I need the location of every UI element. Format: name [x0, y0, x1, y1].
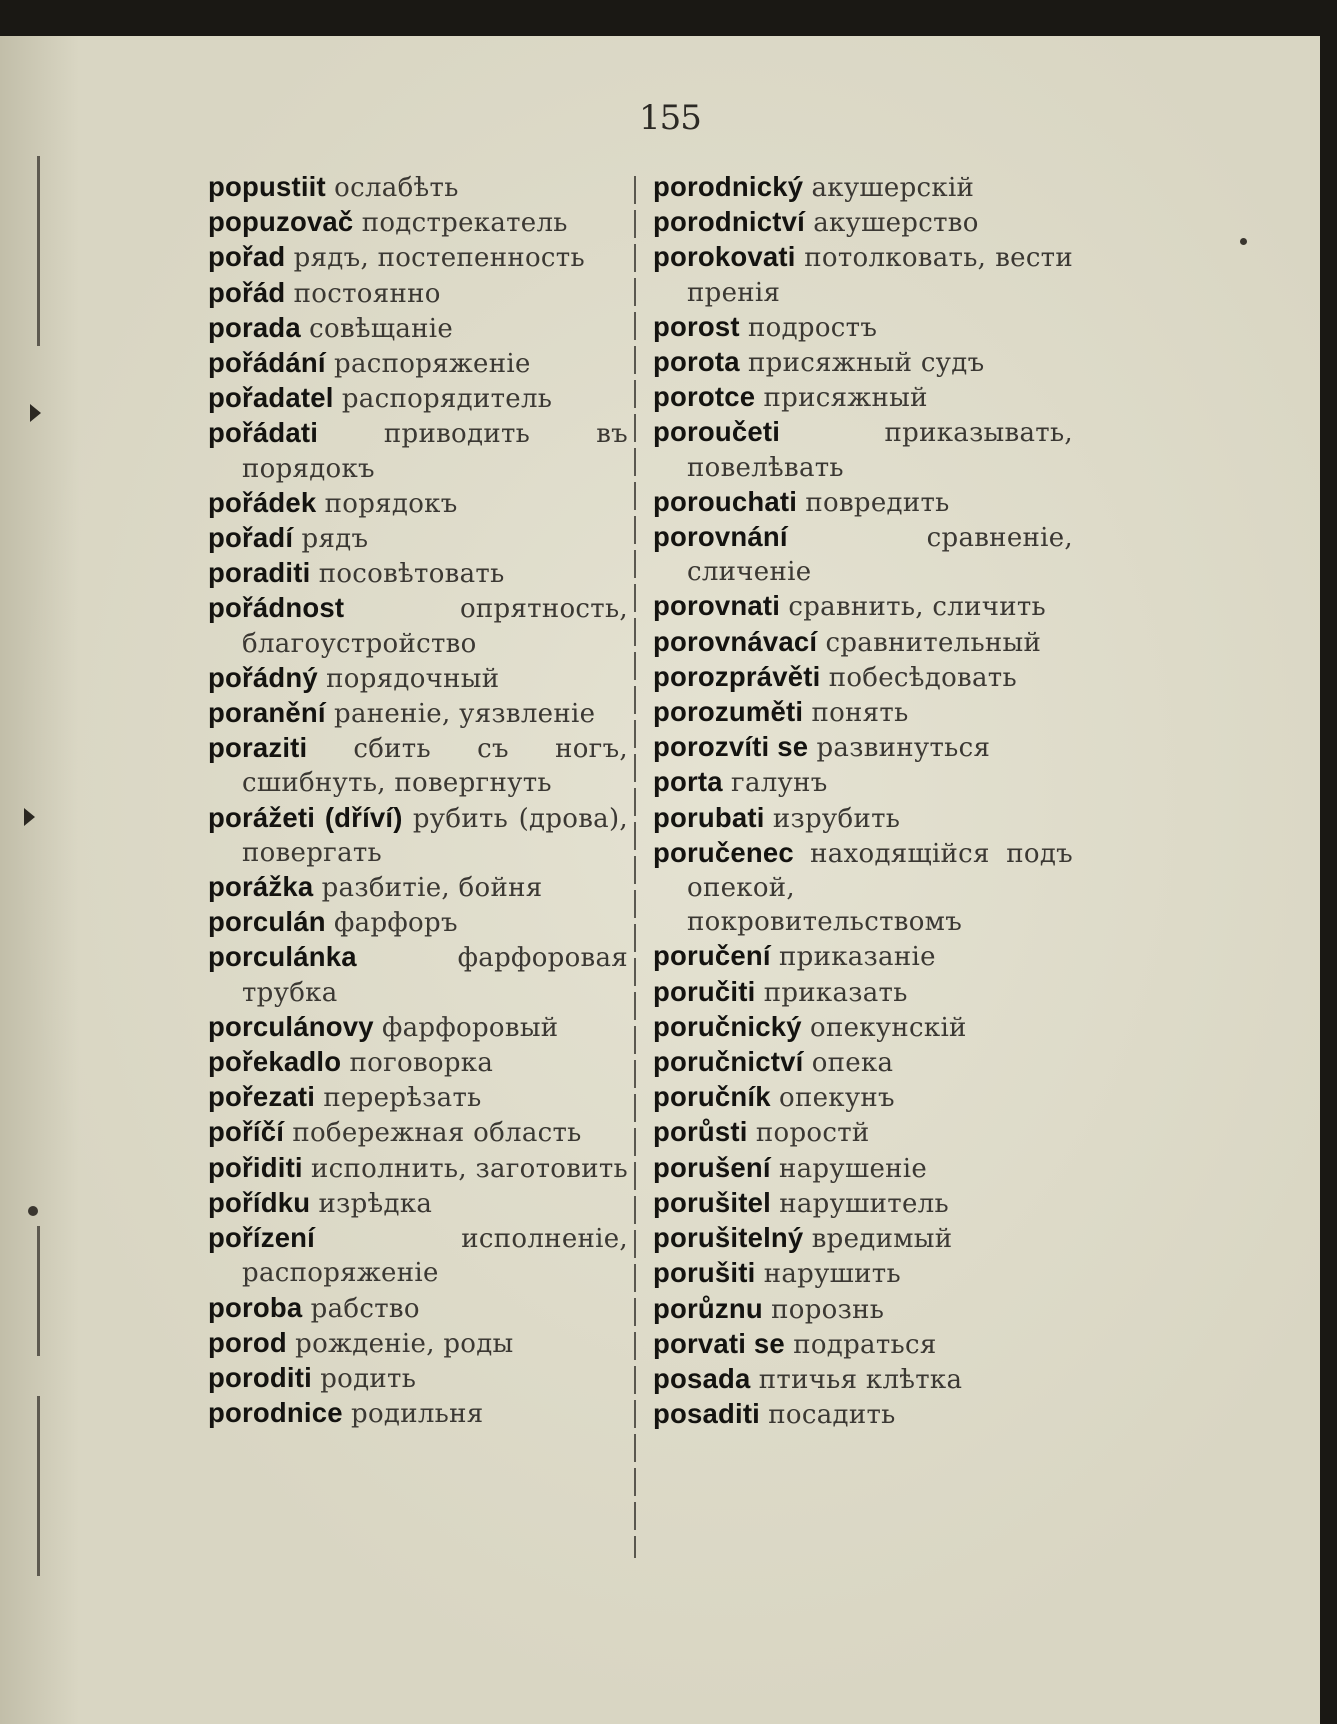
dictionary-entry: [653, 345, 1073, 380]
entry-translation: повредить: [805, 487, 950, 518]
entry-translation: опрятность, благоустройство: [242, 594, 628, 659]
entry-translation: нарушитель: [779, 1188, 949, 1219]
entry-translation: рубить (дрова), повергать: [242, 803, 628, 868]
entry-translation: развинуться: [816, 733, 991, 764]
entry-translation: посовѣтовать: [318, 559, 505, 590]
dictionary-entry: [653, 1010, 1073, 1045]
dictionary-entry: [208, 1361, 628, 1396]
dictionary-entry: [208, 1396, 628, 1431]
entry-headword: porozvíti se: [653, 731, 809, 763]
entry-translation: рядъ, постепенность: [293, 243, 585, 274]
entry-headword: poroditi: [208, 1361, 312, 1393]
entry-translation: порядокъ: [324, 488, 458, 519]
entry-headword: porodnice: [208, 1397, 343, 1429]
dictionary-entry: [208, 381, 628, 416]
entry-translation: перерѣзать: [323, 1083, 482, 1114]
entry-headword: porážka: [208, 871, 314, 903]
dictionary-entry: [208, 240, 628, 275]
entry-headword: pořádnost: [208, 592, 345, 624]
entry-translation: приводить въ порядокъ: [242, 419, 628, 484]
entry-headword: pořiditi: [208, 1151, 303, 1183]
entry-headword: porculánovy: [208, 1010, 374, 1042]
dictionary-entry: [208, 556, 628, 591]
dictionary-entry: [653, 625, 1073, 660]
entry-headword: pořadí: [208, 522, 294, 554]
entry-translation: птичья клѣтка: [758, 1364, 963, 1395]
entry-headword: porušitelný: [653, 1222, 804, 1254]
entry-translation: присяжный судъ: [748, 348, 985, 379]
margin-rule: [37, 156, 40, 346]
entry-headword: posada: [653, 1362, 751, 1394]
entry-translation: акушерство: [813, 208, 979, 239]
dictionary-entry: [208, 416, 628, 485]
entry-headword: porodnický: [653, 171, 804, 202]
margin-mark-icon: [24, 808, 35, 826]
entry-translation: распорядитель: [341, 384, 553, 415]
dictionary-entry: [653, 836, 1073, 940]
entry-headword: porovnání: [653, 521, 788, 553]
dictionary-entry: [208, 486, 628, 521]
dictionary-entry: [208, 205, 628, 240]
dictionary-entry: [208, 1186, 628, 1221]
dictionary-entry: [208, 1326, 628, 1361]
dictionary-entry: [208, 1045, 628, 1080]
dictionary-entry: [653, 205, 1073, 240]
entry-translation: порознь: [771, 1294, 885, 1325]
right-column: [653, 170, 1073, 1432]
dictionary-entry: [653, 939, 1073, 974]
dictionary-entry: [208, 1115, 628, 1150]
entry-translation: сравнительный: [825, 627, 1042, 658]
dictionary-entry: [653, 1045, 1073, 1080]
entry-headword: porod: [208, 1326, 287, 1358]
dictionary-entry: [653, 485, 1073, 520]
dictionary-entry: [653, 415, 1073, 484]
dictionary-entry: [653, 801, 1073, 836]
dictionary-entry: [653, 765, 1073, 800]
entry-translation: совѣщаніе: [309, 313, 454, 344]
entry-headword: porušitel: [653, 1186, 771, 1218]
dictionary-entry: [653, 1186, 1073, 1221]
entry-translation: постоянно: [293, 278, 441, 309]
entry-translation: разбитіе, бойня: [321, 873, 543, 904]
dictionary-entry: [208, 731, 628, 800]
entry-headword: porotce: [653, 381, 756, 413]
left-column: [208, 170, 628, 1431]
entry-translation: галунъ: [731, 768, 828, 799]
entry-headword: pořízení: [208, 1222, 316, 1254]
entry-headword: poroba: [208, 1291, 303, 1323]
dictionary-entry: [208, 1080, 628, 1115]
entry-headword: poříčí: [208, 1116, 285, 1148]
entry-translation: распоряженіе: [334, 349, 531, 380]
dictionary-entry: [653, 975, 1073, 1010]
entry-headword: porušiti: [653, 1257, 756, 1289]
entry-headword: porozuměti: [653, 696, 804, 728]
entry-headword: pořádání: [208, 347, 326, 379]
entry-headword: poručnický: [653, 1010, 802, 1042]
entry-headword: porouchati: [653, 485, 798, 517]
entry-translation: исполнить, заготовить: [311, 1153, 628, 1184]
entry-translation: посадить: [768, 1400, 896, 1431]
dictionary-entry: [653, 1221, 1073, 1256]
entry-headword: pořád: [208, 276, 286, 308]
entry-headword: popustiit: [208, 171, 326, 202]
entry-headword: porculán: [208, 906, 326, 938]
entry-headword: porodnictví: [653, 206, 805, 238]
entry-translation: фарфоровый: [381, 1012, 559, 1043]
entry-translation: изрубить: [772, 803, 901, 834]
entry-headword: porůsti: [653, 1116, 748, 1148]
dictionary-entry: [208, 940, 628, 1009]
entry-translation: поговорка: [349, 1048, 494, 1079]
dictionary-entry: [653, 310, 1073, 345]
dictionary-entry: [653, 1256, 1073, 1291]
entry-translation: потолковать, вести пренія: [687, 243, 1073, 308]
dictionary-entry: [208, 521, 628, 556]
dictionary-entry: [653, 1115, 1073, 1150]
margin-mark-icon: [30, 404, 41, 422]
dictionary-entry: [653, 1151, 1073, 1186]
entry-headword: porvati se: [653, 1327, 785, 1359]
entry-headword: pořadatel: [208, 382, 334, 414]
entry-translation: приказаніе: [779, 942, 936, 973]
entry-translation: сбить съ ногъ, сшибнуть, повергнуть: [242, 734, 628, 799]
entry-translation: порядочный: [326, 663, 500, 694]
entry-headword: poručník: [653, 1081, 771, 1113]
entry-translation: приказать: [763, 977, 908, 1008]
entry-headword: pořádek: [208, 486, 317, 518]
entry-headword: porovnati: [653, 590, 781, 622]
entry-headword: porážeti (dříví): [208, 801, 403, 833]
entry-headword: porušení: [653, 1151, 771, 1183]
entry-headword: porovnávací: [653, 625, 818, 657]
entry-translation: поростй: [755, 1118, 870, 1149]
dictionary-entry: [653, 380, 1073, 415]
dictionary-entry: [208, 1010, 628, 1045]
dictionary-entry: [208, 1151, 628, 1186]
entry-translation: находящійся подъ опекой, покровительствомъ: [687, 838, 1074, 938]
dictionary-entry: [653, 1327, 1073, 1362]
entry-translation: понять: [811, 698, 909, 729]
entry-headword: poručenec: [653, 836, 794, 868]
entry-translation: акушерскій: [811, 173, 975, 203]
entry-translation: вредимый: [811, 1224, 953, 1255]
column-divider: [634, 176, 636, 1558]
entry-translation: подраться: [793, 1329, 937, 1360]
dictionary-entry: [653, 1397, 1073, 1432]
dictionary-entry: [653, 1362, 1073, 1397]
entry-headword: porta: [653, 766, 723, 798]
entry-translation: опека: [811, 1048, 894, 1079]
margin-rule: [37, 1226, 40, 1356]
entry-headword: posaditi: [653, 1398, 761, 1430]
dictionary-entry: [653, 730, 1073, 765]
entry-headword: pořádný: [208, 661, 318, 693]
dictionary-entry: [208, 346, 628, 381]
entry-headword: popuzovač: [208, 206, 354, 238]
entry-translation: приказывать, повелѣвать: [687, 418, 1073, 483]
entry-headword: pořekadlo: [208, 1046, 342, 1078]
entry-translation: изрѣдка: [318, 1188, 433, 1219]
dictionary-entry: [208, 661, 628, 696]
dictionary-entry: [653, 520, 1073, 589]
dictionary-entry: [208, 905, 628, 940]
entry-translation: родить: [320, 1363, 417, 1394]
entry-headword: porozprávěti: [653, 660, 821, 692]
entry-headword: porculánka: [208, 941, 357, 973]
dictionary-page: [0, 36, 1320, 1724]
entry-headword: porota: [653, 346, 740, 378]
entry-translation: рабство: [310, 1293, 420, 1324]
entry-headword: poručnictví: [653, 1046, 804, 1078]
dictionary-entry: [208, 591, 628, 660]
page-number: 155: [639, 98, 701, 138]
entry-headword: poraziti: [208, 732, 308, 764]
entry-headword: poranění: [208, 697, 326, 729]
entry-headword: pořídku: [208, 1186, 311, 1218]
entry-translation: сравнить, сличить: [788, 592, 1046, 623]
dictionary-entry: [653, 1292, 1073, 1327]
entry-translation: исполненіе, распоряженіе: [242, 1224, 628, 1289]
entry-translation: побережная область: [292, 1118, 582, 1149]
entry-translation: раненіе, уязвленіе: [334, 699, 596, 730]
entry-headword: poručiti: [653, 975, 756, 1007]
dictionary-entry: [208, 1221, 628, 1290]
dictionary-entry: [208, 311, 628, 346]
entry-headword: porůznu: [653, 1292, 763, 1324]
entry-headword: porubati: [653, 801, 765, 833]
entry-headword: pořádati: [208, 417, 319, 449]
entry-translation: нарушить: [763, 1259, 901, 1290]
dictionary-entry: [208, 1291, 628, 1326]
entry-translation: подростъ: [748, 312, 878, 343]
entry-headword: pořad: [208, 241, 286, 273]
entry-translation: присяжный: [763, 383, 928, 414]
speck-dot: [28, 1206, 38, 1216]
dictionary-entry: [208, 170, 628, 205]
dictionary-entry: [208, 870, 628, 905]
entry-headword: porokovati: [653, 241, 796, 273]
entry-headword: poručení: [653, 940, 771, 972]
entry-translation: рожденіе, роды: [295, 1328, 514, 1359]
entry-translation: побесѣдовать: [828, 662, 1017, 693]
dictionary-entry: [653, 660, 1073, 695]
speck-dot: [1240, 238, 1247, 245]
entry-headword: porost: [653, 310, 740, 342]
margin-rule: [37, 1396, 40, 1576]
entry-headword: pořezati: [208, 1081, 316, 1113]
dictionary-entry: [653, 1080, 1073, 1115]
entry-translation: подстрекатель: [361, 208, 568, 239]
entry-headword: porada: [208, 311, 301, 343]
entry-translation: ослабѣть: [334, 173, 459, 203]
dictionary-entry: [208, 276, 628, 311]
entry-translation: родильня: [351, 1399, 484, 1430]
dictionary-entry: [653, 170, 1073, 205]
dictionary-entry: [653, 240, 1073, 309]
entry-translation: опекунъ: [779, 1083, 895, 1114]
entry-headword: poraditi: [208, 557, 311, 589]
entry-headword: poroučeti: [653, 416, 781, 448]
entry-translation: сравненіе, сличеніе: [687, 523, 1073, 588]
dictionary-entry: [653, 695, 1073, 730]
dictionary-entry: [208, 696, 628, 731]
entry-translation: нарушеніе: [779, 1153, 928, 1184]
entry-translation: рядъ: [301, 524, 369, 555]
entry-translation: опекунскій: [809, 1012, 967, 1043]
dictionary-entry: [653, 589, 1073, 624]
entry-translation: фарфоръ: [334, 908, 458, 939]
entry-translation: фарфоровая трубка: [242, 943, 628, 1008]
dictionary-entry: [208, 801, 628, 870]
